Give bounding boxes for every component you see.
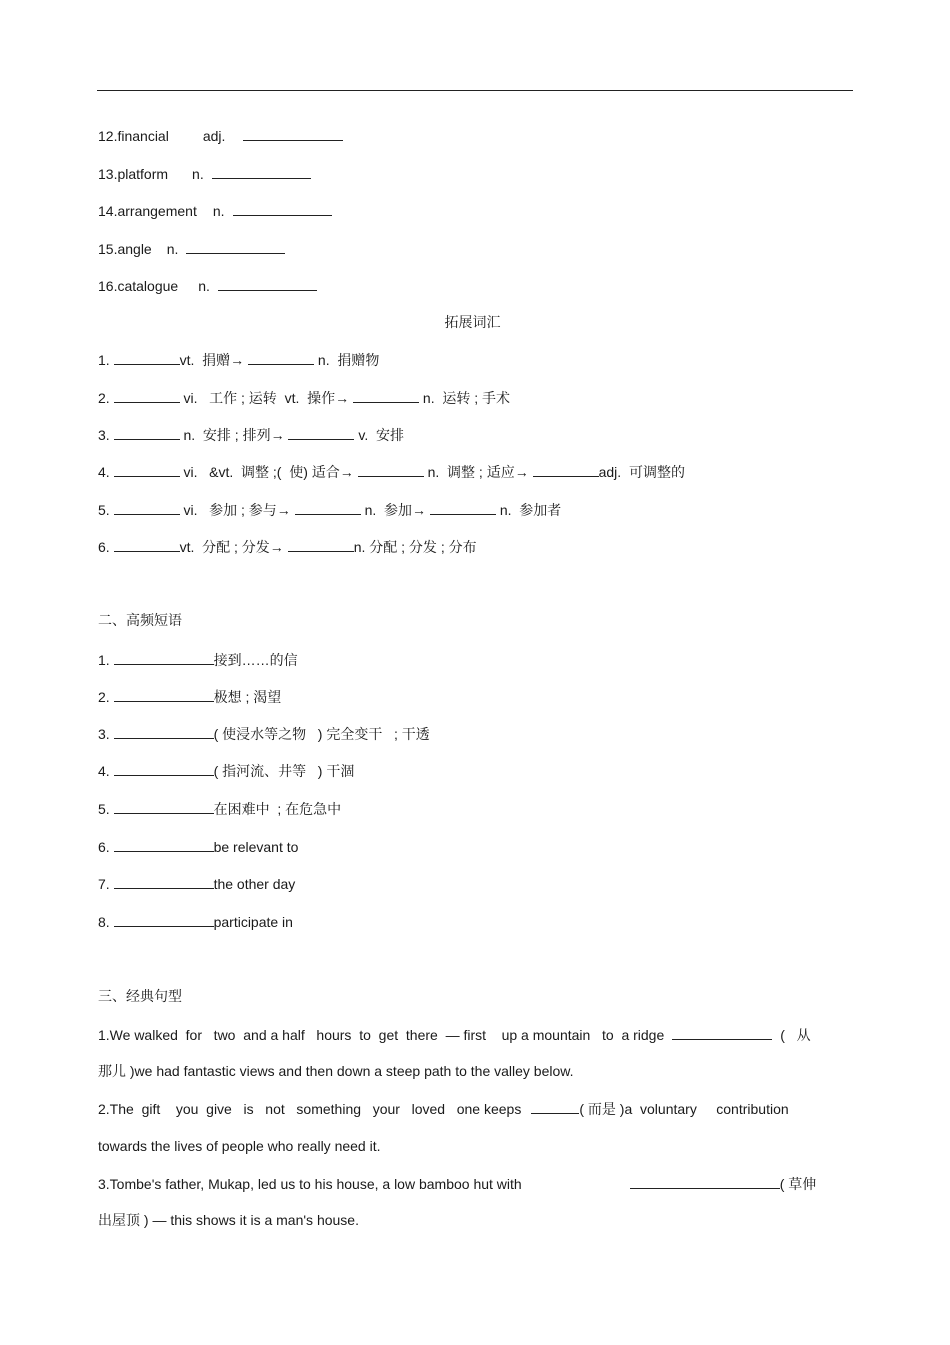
item-text: n. 安排 ; 排列→	[179, 427, 285, 443]
phrase-item-2	[98, 687, 281, 706]
phrase-text: ( 使浸水等之物 ) 完全变干 ; 干透	[213, 726, 430, 742]
answer-blank[interactable]	[114, 537, 180, 552]
vocab-pos: n.	[212, 203, 225, 219]
answer-blank[interactable]	[630, 1174, 780, 1189]
vocab-item-12	[98, 126, 343, 145]
phrase-text: 在困难中 ; 在危急中	[213, 801, 342, 817]
item-text: vt. 捐赠→	[179, 352, 245, 368]
vocab-word: 13.platform	[98, 166, 169, 182]
vocab-pos: adj.	[202, 128, 226, 144]
sentence-2-line-1	[98, 1099, 853, 1118]
item-number: 1.	[98, 352, 110, 368]
item-text: adj. 可调整的	[598, 464, 685, 480]
vocab-word: 16.catalogue	[98, 278, 179, 294]
sentence-3-line-1	[98, 1174, 853, 1193]
answer-blank[interactable]	[531, 1099, 579, 1114]
vocab-item-13	[98, 164, 311, 183]
answer-blank[interactable]	[288, 425, 354, 440]
item-number: 2.	[98, 390, 110, 406]
sentence-1-line-1	[98, 1025, 853, 1044]
header-rule	[97, 90, 853, 91]
item-text: vi. 工作 ; 运转 vt. 操作→	[179, 390, 350, 406]
sentence-1-line-2: 那儿 )we had fantastic views and then down a steep path to the valley below.	[98, 1063, 574, 1079]
extended-item-1	[98, 350, 379, 369]
answer-blank[interactable]	[288, 537, 354, 552]
item-number: 2.	[98, 689, 110, 705]
vocab-word: 12.financial	[98, 128, 169, 144]
answer-blank[interactable]	[243, 126, 343, 141]
extended-item-2	[98, 388, 510, 407]
answer-blank[interactable]	[114, 761, 214, 776]
answer-blank[interactable]	[114, 874, 214, 889]
answer-blank[interactable]	[114, 837, 214, 852]
phrase-item-3	[98, 724, 430, 743]
answer-blank[interactable]	[114, 500, 180, 515]
vocab-item-16	[98, 276, 317, 295]
item-text: n. 分配 ; 分发 ; 分布	[353, 539, 477, 555]
answer-blank[interactable]	[114, 350, 180, 365]
item-number: 5.	[98, 502, 110, 518]
answer-blank[interactable]	[114, 724, 214, 739]
sentence-text: 1.We walked for two and a half hours to get there — first up a mountain to a ridge	[98, 1027, 665, 1043]
item-number: 6.	[98, 539, 110, 555]
phrase-item-1	[98, 650, 298, 669]
phrase-text: 极想 ; 渴望	[213, 689, 282, 705]
section-title-extended: 拓展词汇	[444, 314, 501, 330]
extended-item-6	[98, 537, 477, 556]
answer-blank[interactable]	[212, 164, 311, 179]
section-title-sentences: 三、经典句型	[98, 988, 182, 1004]
answer-blank[interactable]	[186, 239, 285, 254]
answer-blank[interactable]	[430, 500, 496, 515]
vocab-word: 15.angle	[98, 241, 152, 257]
answer-blank[interactable]	[353, 388, 419, 403]
answer-blank[interactable]	[295, 500, 361, 515]
item-number: 4.	[98, 763, 110, 779]
answer-blank[interactable]	[114, 462, 180, 477]
item-text: n. 调整 ; 适应→	[423, 464, 529, 480]
phrase-text: the other day	[213, 876, 296, 892]
vocab-pos: n.	[166, 241, 179, 257]
sentence-text: 2.The gift you give is not something your loved one keeps	[98, 1101, 522, 1117]
extended-item-3	[98, 425, 404, 444]
item-text: n. 参加→	[360, 502, 427, 518]
item-number: 8.	[98, 914, 110, 930]
sentence-text: ( 从	[780, 1027, 811, 1043]
extended-item-5	[98, 500, 561, 519]
vocab-pos: n.	[198, 278, 210, 294]
phrase-text: be relevant to	[213, 839, 299, 855]
item-text: n. 运转 ; 手术	[419, 390, 511, 406]
item-text: n. 参加者	[495, 502, 562, 518]
sentence-text: ( 草伸	[779, 1176, 817, 1192]
phrase-text: participate in	[213, 914, 293, 930]
phrase-item-6	[98, 837, 298, 856]
phrase-item-4	[98, 761, 354, 780]
item-text: vt. 分配 ; 分发→	[179, 539, 284, 555]
answer-blank[interactable]	[218, 276, 317, 291]
vocab-item-15	[98, 239, 285, 258]
item-text: n. 捐赠物	[314, 352, 380, 368]
item-number: 5.	[98, 801, 110, 817]
answer-blank[interactable]	[358, 462, 424, 477]
vocab-pos: n.	[192, 166, 204, 182]
sentence-3-line-2: 出屋顶 ) — this shows it is a man's house.	[98, 1212, 359, 1228]
vocab-item-14	[98, 201, 332, 220]
answer-blank[interactable]	[248, 350, 314, 365]
sentence-2-line-2: towards the lives of people who really need it.	[98, 1138, 381, 1154]
item-text: vi. 参加 ; 参与→	[179, 502, 291, 518]
answer-blank[interactable]	[114, 799, 214, 814]
item-number: 4.	[98, 464, 110, 480]
item-text: v. 安排	[354, 427, 405, 443]
answer-blank[interactable]	[114, 425, 180, 440]
item-number: 3.	[98, 427, 110, 443]
answer-blank[interactable]	[533, 462, 599, 477]
phrase-item-8	[98, 912, 293, 931]
sentence-text: 3.Tombe's father, Mukap, led us to his house, a low bamboo hut with	[98, 1176, 522, 1192]
extended-item-4	[98, 462, 685, 481]
item-number: 7.	[98, 876, 110, 892]
item-number: 3.	[98, 726, 110, 742]
sentence-text: ( 而是 )a voluntary contribution	[579, 1101, 789, 1117]
phrase-item-5	[98, 799, 341, 818]
item-number: 6.	[98, 839, 110, 855]
item-number: 1.	[98, 652, 110, 668]
phrase-text: ( 指河流、井等 ) 干涸	[213, 763, 355, 779]
answer-blank[interactable]	[114, 650, 214, 665]
section-title-phrases: 二、高频短语	[98, 612, 182, 628]
answer-blank[interactable]	[672, 1025, 772, 1040]
answer-blank[interactable]	[114, 912, 214, 927]
phrase-item-7	[98, 874, 295, 893]
answer-blank[interactable]	[114, 687, 214, 702]
item-text: vi. &vt. 调整 ;( 使) 适合→	[179, 464, 354, 480]
phrase-text: 接到……的信	[213, 652, 298, 668]
vocab-word: 14.arrangement	[98, 203, 197, 219]
answer-blank[interactable]	[233, 201, 332, 216]
answer-blank[interactable]	[114, 388, 180, 403]
